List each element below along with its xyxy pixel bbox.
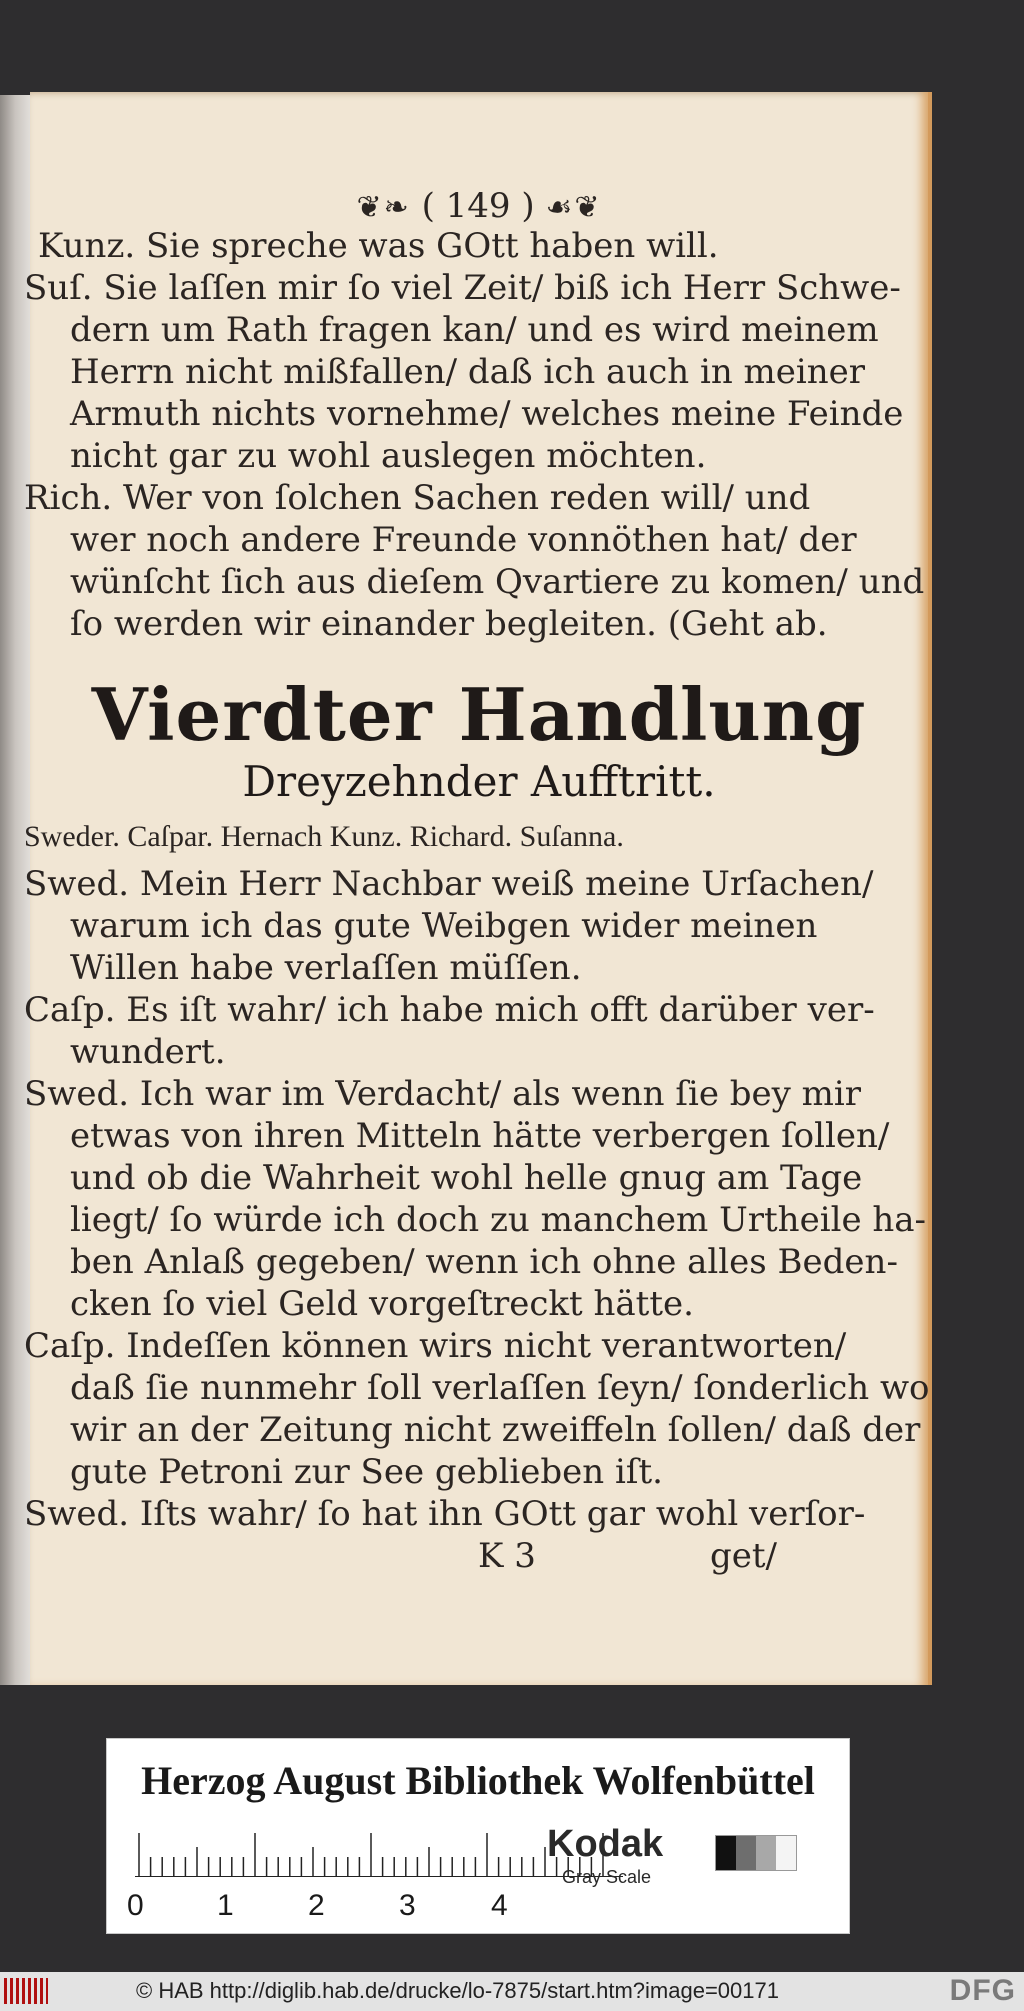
page-header <box>30 186 928 226</box>
gray-swatch <box>715 1835 797 1871</box>
act-title: Vierdter Handlung <box>91 672 867 757</box>
text-line: Swed. Mein Herr Nachbar weiß meine Urſachen/ <box>24 864 874 904</box>
text-line: Rich. Wer von ſolchen Sachen reden will/ und <box>24 478 811 518</box>
ruler-number: 3 <box>399 1889 416 1922</box>
text-line: wundert. <box>70 1032 226 1072</box>
text-line: Caſp. Es iſt wahr/ ich habe mich offt darüber ver- <box>24 990 875 1030</box>
book-page <box>24 92 932 1685</box>
text-line: warum ich das gute Weibgen wider meinen <box>70 906 818 946</box>
text-line: Caſp. Indeſſen können wirs nicht verantworten/ <box>24 1326 847 1366</box>
barcode-icon <box>4 1978 48 2004</box>
ruler-number: 1 <box>217 1889 234 1922</box>
catchword: get/ <box>710 1536 778 1576</box>
text-line: ben Anlaß gegeben/ wenn ich ohne alles Beden- <box>70 1242 898 1282</box>
text-line: Kunz. Sie spreche was GOtt haben will. <box>38 226 719 266</box>
footer-copyright: © HAB http://diglib.hab.de/drucke/lo-7875/start.htm?image=00171 <box>136 1978 779 2003</box>
ruler-number: 4 <box>491 1889 508 1922</box>
left-ornament-icon: ❦❧ <box>356 190 411 225</box>
text-line: Armuth nichts vornehme/ welches meine Feinde <box>70 394 904 434</box>
text-line: Herrn nicht mißfallen/ daß ich auch in meiner <box>70 352 866 392</box>
text-line: und ob die Wahrheit wohl helle gnug am Tage <box>70 1158 863 1198</box>
text-line: cken ſo viel Geld vorgeſtreckt hätte. <box>70 1284 694 1324</box>
dfg-logo: DFG <box>949 1974 1016 2007</box>
footer-bar <box>0 1972 1024 2011</box>
text-line: Swed. Ich war im Verdacht/ als wenn ſie bey mir <box>24 1074 862 1114</box>
signature-mark: K 3 <box>478 1536 536 1576</box>
institution-name: Herzog August Bibliothek Wolfenbüttel <box>141 1758 815 1803</box>
brand-subtitle: Gray Scale <box>562 1867 652 1887</box>
color-target-card <box>106 1738 850 1934</box>
brand-name: Kodak <box>547 1823 664 1865</box>
text-line: wünſcht ſich aus dieſem Qvartiere zu komen/ und <box>70 562 925 602</box>
scene-title: Dreyzehnder Aufftritt. <box>242 757 716 806</box>
text-line: Suſ. Sie laſſen mir ſo viel Zeit/ biß ich Herr Schwe- <box>24 268 901 308</box>
text-line: etwas von ihren Mitteln hätte verbergen ſollen/ <box>70 1116 890 1156</box>
text-line: daß ſie nunmehr ſoll verlaſſen ſeyn/ ſonderlich wo <box>70 1368 930 1408</box>
text-line: ſo werden wir einander begleiten. (Geht ab. <box>70 604 828 644</box>
text-line: gute Petroni zur See geblieben iſt. <box>70 1452 663 1492</box>
text-line: wir an der Zeitung nicht zweiffeln ſollen/ daß der <box>70 1410 921 1450</box>
page-number: ( 149 ) <box>421 186 535 226</box>
ruler-number: 0 <box>127 1889 144 1922</box>
cast-list: Sweder. Caſpar. Hernach Kunz. Richard. Suſanna. <box>24 820 624 853</box>
right-ornament-icon: ☙❦ <box>545 190 602 225</box>
text-line: dern um Rath fragen kan/ und es wird meinem <box>70 310 879 350</box>
text-line: wer noch andere Freunde vonnöthen hat/ der <box>70 520 857 560</box>
text-line: liegt/ ſo würde ich doch zu manchem Urtheile ha- <box>70 1200 927 1240</box>
text-line: nicht gar zu wohl auslegen möchten. <box>70 436 707 476</box>
text-line: Swed. Iſts wahr/ ſo hat ihn GOtt gar wohl verſor- <box>24 1494 866 1534</box>
ruler-number: 2 <box>308 1889 325 1922</box>
text-line: Willen habe verlaſſen müſſen. <box>70 948 582 988</box>
